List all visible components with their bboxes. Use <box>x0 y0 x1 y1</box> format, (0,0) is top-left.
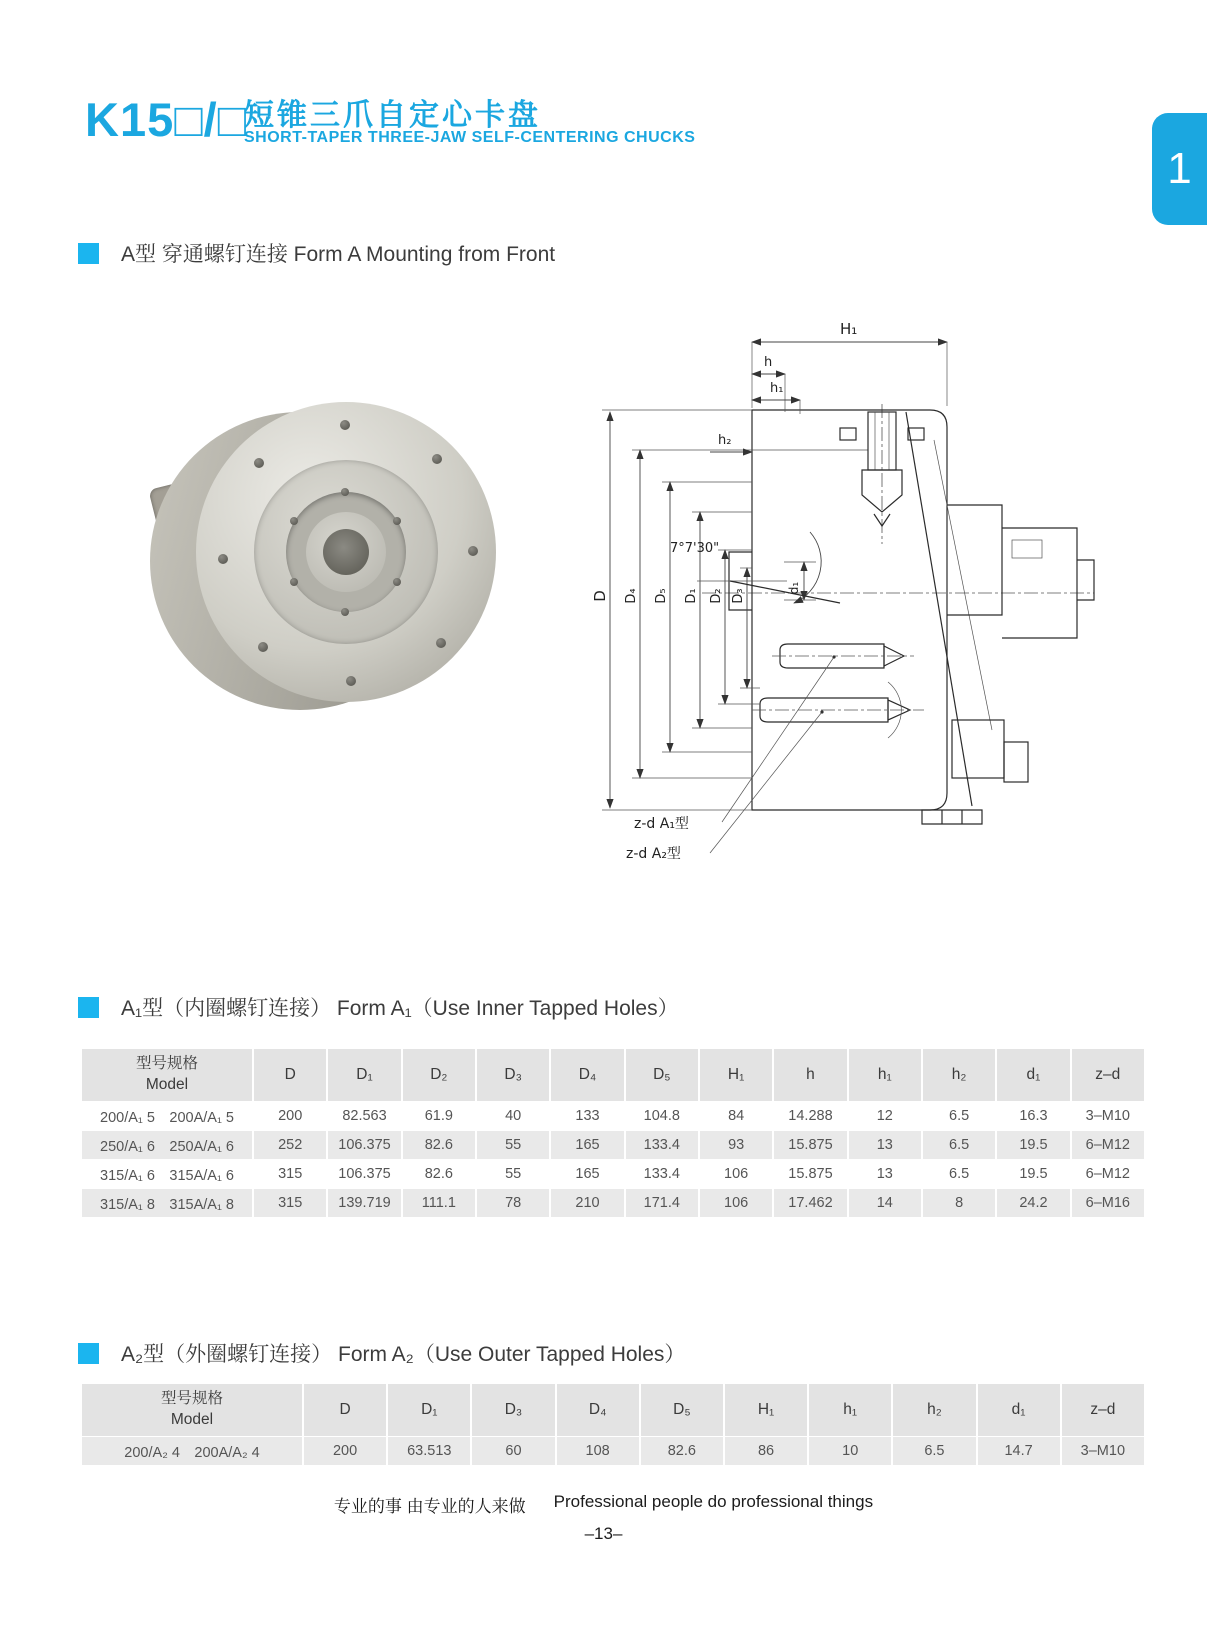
value-cell: 55 <box>477 1131 549 1159</box>
model-cell: 200/A₂ 4 200A/A₂ 4 <box>82 1437 302 1465</box>
dim-label-D4: D₄ <box>624 588 639 604</box>
column-header: d₁ <box>997 1049 1069 1101</box>
page-title-zh: 短锥三爪自定心卡盘 <box>244 99 541 132</box>
column-header: D₅ <box>626 1049 698 1101</box>
value-cell: 106 <box>700 1189 772 1217</box>
value-cell: 104.8 <box>643 1108 680 1124</box>
value-cell: 6–M12 <box>1085 1166 1130 1182</box>
screw-hole <box>346 676 356 686</box>
value-cell: 78 <box>477 1189 549 1217</box>
dim-label-D1: D₁ <box>684 588 699 604</box>
footer-slogan-zh: 专业的事 由专业的人来做 <box>333 1497 526 1516</box>
section-a2-label: A₂型（外圈螺钉连接） Form A₂（Use Outer Tapped Holes） <box>121 1343 686 1366</box>
dim-label-d1: d₁ <box>787 581 801 595</box>
column-header: H₁ <box>700 1049 772 1101</box>
column-header: h₁ <box>849 1049 921 1101</box>
chuck-photo <box>150 396 498 728</box>
column-header: h₁ <box>809 1384 891 1436</box>
chapter-tab <box>1152 113 1207 225</box>
page-model-code: K15□/□ <box>85 93 248 146</box>
value-cell: 315 <box>254 1189 326 1217</box>
table-row <box>82 1437 1144 1465</box>
screw-hole <box>393 578 401 586</box>
dim-label-D3: D₃ <box>731 588 746 604</box>
column-header: z–d <box>1072 1049 1144 1101</box>
model-cell: 250/A₁ 6 250A/A₁ 6 <box>82 1131 252 1159</box>
screw-hole <box>290 578 298 586</box>
table-form-a1 <box>80 1048 1146 1218</box>
page-number: –13– <box>584 1524 623 1543</box>
value-cell: 10 <box>809 1437 891 1465</box>
column-header: D₂ <box>403 1049 475 1101</box>
value-cell: 82.6 <box>641 1437 723 1465</box>
value-cell: 14.7 <box>978 1437 1060 1465</box>
table-header-row <box>82 1049 1144 1101</box>
value-cell: 171.4 <box>626 1189 698 1217</box>
section-bullet-icon <box>78 1343 99 1364</box>
value-cell: 19.5 <box>997 1131 1069 1159</box>
column-header: h₂ <box>893 1384 975 1436</box>
value-cell: 133.4 <box>643 1166 680 1182</box>
model-cell: 315/A₁ 8 315A/A₁ 8 <box>82 1189 252 1217</box>
value-cell: 3–M10 <box>1085 1108 1130 1124</box>
value-cell: 165 <box>575 1166 600 1182</box>
value-cell: 12 <box>876 1108 893 1124</box>
screw-hole <box>341 608 349 616</box>
chapter-number: 1 <box>1167 144 1192 193</box>
footer-slogan <box>0 1492 1207 1517</box>
table-form-a2 <box>80 1383 1146 1466</box>
screw-hole <box>290 517 298 525</box>
model-header-zh: 型号规格 <box>160 1390 223 1408</box>
model-header-en: Model <box>170 1411 214 1428</box>
column-header: D₁ <box>328 1049 400 1101</box>
column-header-model <box>82 1384 302 1436</box>
value-cell: 86 <box>725 1437 807 1465</box>
dim-label-h1: h₁ <box>770 381 784 396</box>
value-cell: 6–M12 <box>1072 1131 1144 1159</box>
dim-label-H1: H₁ <box>840 320 858 338</box>
table-row <box>82 1131 1144 1159</box>
value-cell: 108 <box>557 1437 639 1465</box>
value-cell: 6.5 <box>949 1108 970 1124</box>
table-row <box>82 1160 1144 1188</box>
column-header: h₂ <box>923 1049 995 1101</box>
value-cell: 14.288 <box>788 1108 833 1124</box>
value-cell: 133 <box>575 1108 600 1124</box>
model-header-en: Model <box>145 1076 189 1093</box>
model-cell: 200/A₁ 5 200A/A₁ 5 <box>100 1109 234 1126</box>
screw-hole <box>436 638 446 648</box>
screw-hole <box>218 554 228 564</box>
label-zd-a1: z-d A₁型 <box>634 816 689 832</box>
dim-label-h2: h₂ <box>718 433 732 448</box>
column-header: D <box>254 1049 326 1101</box>
footer-slogan-en: Professional people do professional things <box>553 1492 874 1511</box>
dim-label-angle: 7°7'30" <box>670 541 720 556</box>
section-a1-label: A₁型（内圈螺钉连接） Form A₁（Use Inner Tapped Holes） <box>121 997 679 1020</box>
value-cell: 6.5 <box>949 1166 970 1182</box>
value-cell: 6.5 <box>923 1131 995 1159</box>
screw-hole <box>393 517 401 525</box>
chuck-center-bore <box>323 529 369 575</box>
value-cell: 24.2 <box>997 1189 1069 1217</box>
screw-hole <box>340 420 350 430</box>
value-cell: 15.875 <box>774 1131 846 1159</box>
section-bullet-icon <box>78 243 99 264</box>
column-header: D₄ <box>557 1384 639 1436</box>
screw-hole <box>468 546 478 556</box>
value-cell: 106 <box>724 1166 749 1182</box>
value-cell: 200 <box>278 1108 303 1124</box>
column-header: h <box>774 1049 846 1101</box>
section-bullet-icon <box>78 997 99 1018</box>
screw-hole <box>254 458 264 468</box>
value-cell: 3–M10 <box>1062 1437 1144 1465</box>
section-a-heading <box>78 238 555 268</box>
value-cell: 106.375 <box>328 1131 400 1159</box>
value-cell: 8 <box>923 1189 995 1217</box>
dim-label-D: D <box>591 590 609 602</box>
technical-drawing <box>572 300 1102 865</box>
column-header-model <box>82 1049 252 1101</box>
value-cell: 315 <box>278 1166 303 1182</box>
value-cell: 106.375 <box>338 1166 391 1182</box>
value-cell: 82.6 <box>403 1131 475 1159</box>
column-header: D <box>304 1384 386 1436</box>
dim-label-D5: D₅ <box>654 588 669 604</box>
value-cell: 60 <box>472 1437 554 1465</box>
model-header-zh: 型号规格 <box>135 1055 198 1073</box>
value-cell: 19.5 <box>1019 1166 1048 1182</box>
screw-hole <box>258 642 268 652</box>
table-row <box>82 1102 1144 1130</box>
value-cell: 6.5 <box>893 1437 975 1465</box>
page-title-en: SHORT-TAPER THREE-JAW SELF-CENTERING CHUCKS <box>244 129 696 146</box>
label-zd-a2: z-d A₂型 <box>626 846 681 862</box>
value-cell: 165 <box>551 1131 623 1159</box>
value-cell: 111.1 <box>403 1189 475 1217</box>
column-header: D₄ <box>551 1049 623 1101</box>
value-cell: 82.563 <box>342 1108 387 1124</box>
section-a1-heading <box>78 992 679 1022</box>
value-cell: 63.513 <box>388 1437 470 1465</box>
value-cell: 16.3 <box>1019 1108 1048 1124</box>
column-header: D₁ <box>388 1384 470 1436</box>
value-cell: 82.6 <box>424 1166 453 1182</box>
screw-hole <box>432 454 442 464</box>
screw-hole <box>341 488 349 496</box>
value-cell: 17.462 <box>774 1189 846 1217</box>
value-cell: 40 <box>505 1108 522 1124</box>
value-cell: 133.4 <box>626 1131 698 1159</box>
value-cell: 252 <box>254 1131 326 1159</box>
table-header-row <box>82 1384 1144 1436</box>
value-cell: 55 <box>505 1166 522 1182</box>
column-header: z–d <box>1062 1384 1144 1436</box>
value-cell: 6–M16 <box>1072 1189 1144 1217</box>
value-cell: 14 <box>849 1189 921 1217</box>
column-header: D₃ <box>472 1384 554 1436</box>
column-header: d₁ <box>978 1384 1060 1436</box>
section-a-label: A型 穿通螺钉连接 Form A Mounting from Front <box>121 243 556 266</box>
value-cell: 13 <box>876 1166 893 1182</box>
value-cell: 61.9 <box>424 1108 453 1124</box>
section-a2-heading <box>78 1338 685 1368</box>
value-cell: 210 <box>551 1189 623 1217</box>
value-cell: 93 <box>700 1131 772 1159</box>
table-row <box>82 1189 1144 1217</box>
dim-label-h: h <box>764 355 773 370</box>
model-cell: 315/A₁ 6 315A/A₁ 6 <box>100 1167 234 1184</box>
value-cell: 200 <box>304 1437 386 1465</box>
value-cell: 139.719 <box>328 1189 400 1217</box>
value-cell: 13 <box>849 1131 921 1159</box>
value-cell: 84 <box>728 1108 745 1124</box>
column-header: D₅ <box>641 1384 723 1436</box>
dim-label-D2: D₂ <box>709 588 724 604</box>
value-cell: 15.875 <box>788 1166 833 1182</box>
column-header: H₁ <box>725 1384 807 1436</box>
column-header: D₃ <box>477 1049 549 1101</box>
